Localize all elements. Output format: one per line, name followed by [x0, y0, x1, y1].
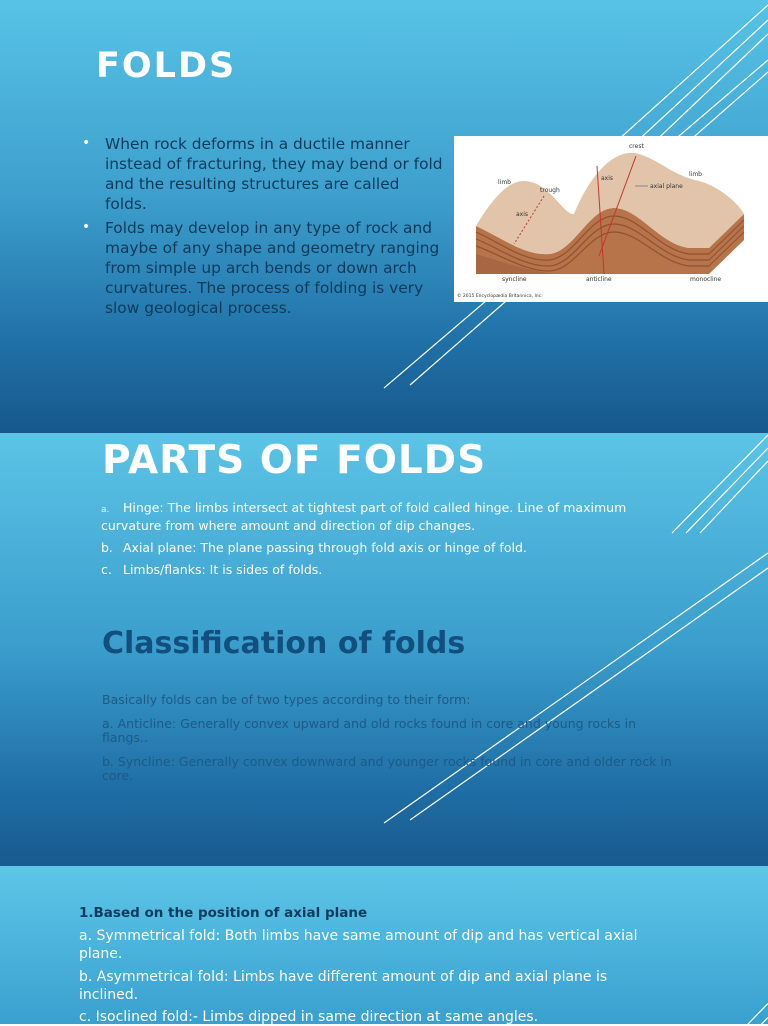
label-limb-right: limb [689, 171, 702, 178]
label-limb-left: limb [498, 179, 511, 186]
slide-folds [0, 0, 768, 433]
bullet-icon: • [82, 219, 91, 235]
label-monocline: monocline [690, 276, 722, 283]
asymmetrical-fold-text: b. Asymmetrical fold: Limbs have different amount of dip and axial plane is inclined. [79, 969, 608, 1003]
section-heading: 1.Based on the position of axial plane [79, 905, 368, 921]
bullet-list [82, 134, 444, 322]
fold-diagram [454, 136, 768, 302]
label-axial-plane: axial plane [650, 183, 683, 190]
bullet-icon: • [82, 135, 91, 151]
classification-intro: Basically folds can be of two types according to their form: [102, 692, 471, 707]
bullet-text: Folds may develop in any type of rock and maybe of any shape and geometry ranging from simple up arch bends or down arch curvatures. The process of folding is very slow geological process. [105, 219, 440, 317]
syncline-text: b. Syncline: Generally convex downward and younger rocks found in core and older rock in core. [102, 754, 672, 783]
label-anticline: anticline [586, 276, 612, 283]
list-item [101, 562, 661, 577]
label-syncline: syncline [502, 276, 527, 283]
slide-title: FOLDS [96, 46, 237, 86]
slide-title: PARTS OF FOLDS [102, 438, 487, 483]
list-text: Axial plane: The plane passing through fold axis or hinge of fold. [123, 540, 527, 555]
list-marker: c. [101, 562, 112, 577]
figure-credit: © 2015 Encyclopædia Britannica, Inc. [457, 294, 543, 299]
list-marker: b. [101, 540, 113, 555]
label-axis-center: axis [601, 175, 614, 182]
anticline-text: a. Anticline: Generally convex upward and old rocks found in core and young rocks in flangs.. [102, 716, 637, 745]
list-item [101, 500, 661, 533]
list-text: Limbs/flanks: It is sides of folds. [123, 562, 323, 577]
bullet-text: When rock deforms in a ductile manner instead of fracturing, they may bend or fold and the resulting structures are called folds. [105, 135, 443, 213]
list-item [101, 540, 661, 555]
isoclined-fold-text: c. Isoclined fold:- Limbs dipped in same direction at same angles. [79, 1009, 539, 1025]
bullet-item [82, 218, 444, 318]
fold-block-diagram [454, 136, 768, 302]
list-text: Hinge: The limbs intersect at tightest part of fold called hinge. Line of maximum curvature from where amount and direction of dip changes. [101, 500, 627, 533]
bullet-item [82, 134, 444, 214]
symmetrical-fold-text: a. Symmetrical fold: Both limbs have same amount of dip and has vertical axial plane. [79, 928, 638, 962]
label-crest: crest [629, 143, 644, 150]
parts-list [101, 500, 661, 584]
label-trough: trough [540, 187, 560, 194]
label-axis-left: axis [516, 211, 529, 218]
section-subtitle: Classification of folds [102, 626, 466, 661]
list-marker: a. [101, 505, 110, 515]
